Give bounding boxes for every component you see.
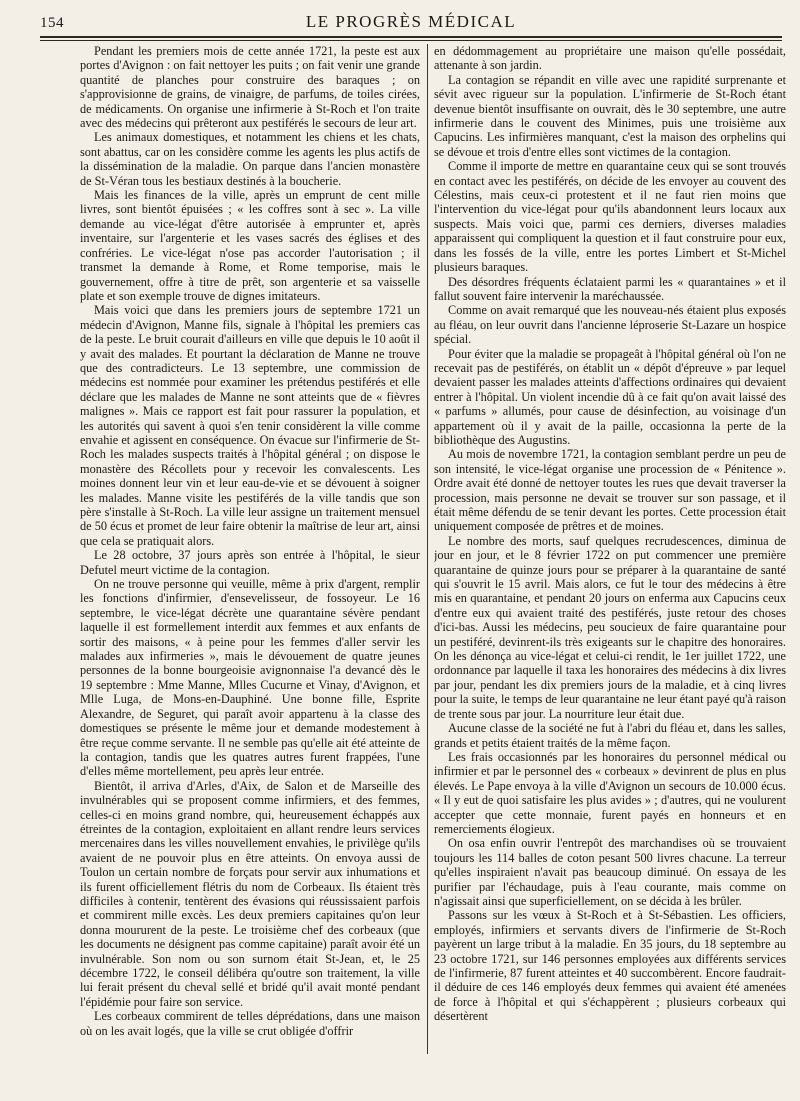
paragraph: Au mois de novembre 1721, la contagion semblant perdre un peu de son intensité, le vice-légat organise une procession de « Pénitence ». Ordre avait été donné de nettoyer toutes les rues que devait traverser la procession, mais personne ne devait se trouver sur son passage, et il était même défendu de se tenir devant les portes. Cette procession était uniquement composée de prêtres et de moines. (434, 447, 786, 534)
page-number: 154 (40, 15, 64, 31)
left-column (80, 44, 420, 1084)
paragraph: Passons sur les vœux à St-Roch et à St-Sébastien. Les officiers, employés, infirmiers et servants divers de l'infirmerie de St-Roch payèrent un large tribut à la maladie. En 35 jours, du 18 septembre au 23 octobre 1721, sur 146 personnes employées aux différents services de l'infirmerie, 87 furent atteintes et 40 succombèrent. Encore faudrait-il déduire de ces 146 employés deux femmes qui avaient été amenées de force à l'hôpital et qui s'échappèrent ; plusieurs corbeaux qui désertèrent (434, 908, 786, 1024)
paragraph: Le nombre des morts, sauf quelques recrudescences, diminua de jour en jour, et le 8 février 1722 on put commencer une première quarantaine de quinze jours pour se préparer à la quarantaine de santé qui s'ouvrit le 15 avril. Mais alors, ce fut le tour des médecins à être mis en quarantaine, et pendant 20 jours on enferma aux Capucins ceux d'entre eux qui avaient traité des pestiférés, juste retour des choses d'ici-bas. Aussi les médecins, peu soucieux de faire quarantaine pour un pestiféré, devinrent-ils très exigeants sur le chapitre des honoraires. On les dénonça au vice-légat et celui-ci rendit, le 1er juillet 1722, une ordonnance par laquelle il taxa les honoraires des médecins à dix livres par jour, pendant les dix premiers jours de la maladie, et à cinq livres pour la suite, le temps de leur quarantaine ne leur étant payé qu'à raison de trente sous par jour. La nourriture leur était due. (434, 533, 786, 721)
paragraph: Les corbeaux commirent de telles déprédations, dans une maison où on les avait logés, que la ville se crut obligée d'offrir (80, 1009, 420, 1038)
paragraph: Comme on avait remarqué que les nouveau-nés étaient plus exposés au fléau, on leur ouvrit dans l'ancienne léproserie St-Lazare un hospice spécial. (434, 303, 786, 347)
paragraph: Mais les finances de la ville, après un emprunt de cent mille livres, sont bientôt épuisées ; « les coffres sont à sec ». La ville demande au vice-légat d'être autorisée à emprunter et, après inventaire, sur l'argenterie et les vases sacrés des églises et des confréries. Le vice-légat n'ose pas accorder l'autorisation ; il transmet la demande à Rome, et Rome temporise, mais le gouvernement, offre à titre de prêt, son argenterie et sa vaisselle plate et son exemple trouve de dignes imitateurs. (80, 188, 420, 303)
right-column (434, 44, 786, 1084)
paragraph: La contagion se répandit en ville avec une rapidité surprenante et sévit avec rigueur sur la population. L'infirmerie de St-Roch étant devenue bientôt insuffisante on ouvrait, dès le 30 septembre, une autre infirmerie dans le couvent des Minimes, puis une troisième aux Capucins. Les infirmières manquant, c'est la maison des orphelins qui se dévoue et trois d'entre elles sont victimes de la contagion. (434, 72, 786, 159)
paragraph: Pour éviter que la maladie se propageât à l'hôpital général où l'on ne recevait pas de pestiférés, on établit un « dépôt d'épreuve » par lequel devaient passer les malades atteints d'affections ordinaires qui devaient entrer à l'hôpital. Un violent incendie dû à ce fait qu'on avait laissé des « parfums » allumés, pour cause de désinfection, au voisinage d'un appartement où il y avait de la paille, occasionna la perte de la bibliothèque des Augustins. (434, 346, 786, 447)
paragraph: Des désordres fréquents éclataient parmi les « quarantaines » et il fallut souvent faire intervenir la maréchaussée. (434, 274, 786, 303)
paragraph: On osa enfin ouvrir l'entrepôt des marchandises où se trouvaient toujours les 114 balles de coton pesant 500 livres chacune. La terreur qu'elles inspiraient n'avait pas beaucoup diminué. On essaya de les purifier par l'échaudage, puis à l'eau courante, mais comme on n'agissait ainsi que superficiellement, on se décida à les brûler. (434, 836, 786, 908)
page-header (40, 8, 782, 34)
paragraph: Pendant les premiers mois de cette année 1721, la peste est aux portes d'Avignon : on fait nettoyer les puits ; on fait venir une grande quantité de planches pour construire des baraques ; on s'approvisionne de grains, de vinaigre, de parfums, de toiles cirées, de médicaments. On organise une infirmerie à St-Roch et l'on traite avec des médecins qui prêteront aux pestiférés le secours de leur art. (80, 44, 420, 131)
column-divider (427, 44, 428, 1054)
paragraph: en dédommagement au propriétaire une maison qu'elle possédait, attenante à son jardin. (434, 44, 786, 73)
paragraph: Mais voici que dans les premiers jours de septembre 1721 un médecin d'Avignon, Manne fils, signale à l'hôpital les premiers cas de la peste. Le bruit courait d'ailleurs en ville que depuis le 10 août il y avait des malades. Et pourtant la déclaration de Manne ne trouve que des contradicteurs. Le 13 septembre, une commission de médecins est nommée pour examiner les prétendus pestiférés et elle déclare que les malades de Manne ne sont atteints que de « fièvres malignes ». Mais ce rapport est fait pour rassurer la population, et les autorités qui savent à quoi s'en tenir considèrent la ville comme envahie et agissent en conséquence. On évacue sur l'infirmerie de St-Roch les malades suspects traités à l'hôpital général ; on dispose le monastère des Récollets pour y recevoir les convalescents. Les moines donnent leur vin et leur eau-de-vie et se dévouent à soigner les malades. Manne visite les pestiférés de la ville tandis que son père s'installe à St-Roch. La ville leur assigne un traitement mensuel de 50 écus et promet de leur faire obtenir la maîtrise de leur art, ainsi que cela se pratiquait alors. (80, 303, 420, 548)
paragraph: Comme il importe de mettre en quarantaine ceux qui se sont trouvés en contact avec les pestiférés, on décide de les envoyer au couvent des Célestins, mais ceux-ci protestent et il ne faut rien moins que l'intervention du vice-légat pour qu'ils abandonnent leurs locaux aux suspects. Mais voici que, parmi ces derniers, diverses maladies apparaissent qui compliquent la question et il faut construire pour eux, dans les fossés de la ville, entre les portes Limbert et St-Michel plusieurs baraques. (434, 159, 786, 275)
journal-title: LE PROGRÈS MÉDICAL (305, 12, 517, 31)
paragraph: Le 28 octobre, 37 jours après son entrée à l'hôpital, le sieur Defutel meurt victime de la contagion. (80, 548, 420, 577)
paragraph: Les frais occasionnés par les honoraires du personnel médical ou infirmier et par le personnel des « corbeaux » devinrent de plus en plus élevés. Le Pape envoya à la ville d'Avignon un secours de 10.000 écus. « Il y eut de quoi satisfaire les plus avides » ; d'autres, qui ne voulurent accepter que cette monnaie, furent payés en honneurs et en remerciements élogieux. (434, 749, 786, 836)
paragraph: Bientôt, il arriva d'Arles, d'Aix, de Salon et de Marseille des invulnérables qui se proposent comme infirmiers, et des femmes, celles-ci en moins grand nombre, qui, heureusement échappés aux étreintes de la contagion, exploitaient en allant rendre leurs services mercenaires dans les villes nouvellement envahies, le privilège qu'ils avaient de ne pouvoir plus en être atteints. On envoya aussi de Toulon un certain nombre de forçats pour servir aux inhumations et ils furent officiellement flétris du nom de Corbeaux. Ils étaient très difficiles à contenir, tentèrent des évasions qui réussissaient parfois et commirent mille excès. Les deux premiers capitaines qu'on leur donna moururent de la peste. Le troisième chef des corbeaux (que les documents ne désignent pas comme capitaine) paraît avoir été un invulnérable. Son nom ou son surnom était St-Jean, et, le 25 décembre 1722, le conseil délibéra qu'outre son traitement, la ville lui ferait présent du cheval sellé et bridé qu'il avait monté pendant l'épidémie pour faire son service. (80, 778, 420, 1009)
header-rule (40, 36, 782, 41)
paragraph: Aucune classe de la société ne fut à l'abri du fléau et, dans les salles, grands et petits étaient traités de la même façon. (434, 721, 786, 750)
paragraph: On ne trouve personne qui veuille, même à prix d'argent, remplir les fonctions d'infirmier, d'ensevelisseur, de fossoyeur. Le 16 septembre, le vice-légat décrète une quarantaine sévère pendant laquelle il est formellement interdit aux femmes et aux enfants de sortir des maisons, « à peine pour les femmes d'aller servir les malades aux infirmeries », mais le dévouement de quatre jeunes personnes de la bonne bourgeoisie avignonnaise l'a devancé dès le 19 septembre : Mme Manne, Mlles Cucurne et Vinay, d'Avignon, et Mlle Luga, de Mons-en-Dauphiné. Une bonne fille, Esprite Alexandre, de Seguret, qui paraît avoir appartenu à la classe des domestiques se présente le même jour et demande modestement à être reçue comme servante. Il ne semble pas qu'elle ait été atteinte de la contagion, tandis que les quatres autres furent frappées, l'une d'elles même mortellement, peu après leur entrée. (80, 577, 420, 779)
paragraph: Les animaux domestiques, et notamment les chiens et les chats, sont abattus, car on les considère comme les agents les plus actifs de la dissémination de la maladie. On parque dans l'ancien monastère de St-Véran tous les bestiaux destinés à la boucherie. (80, 130, 420, 188)
